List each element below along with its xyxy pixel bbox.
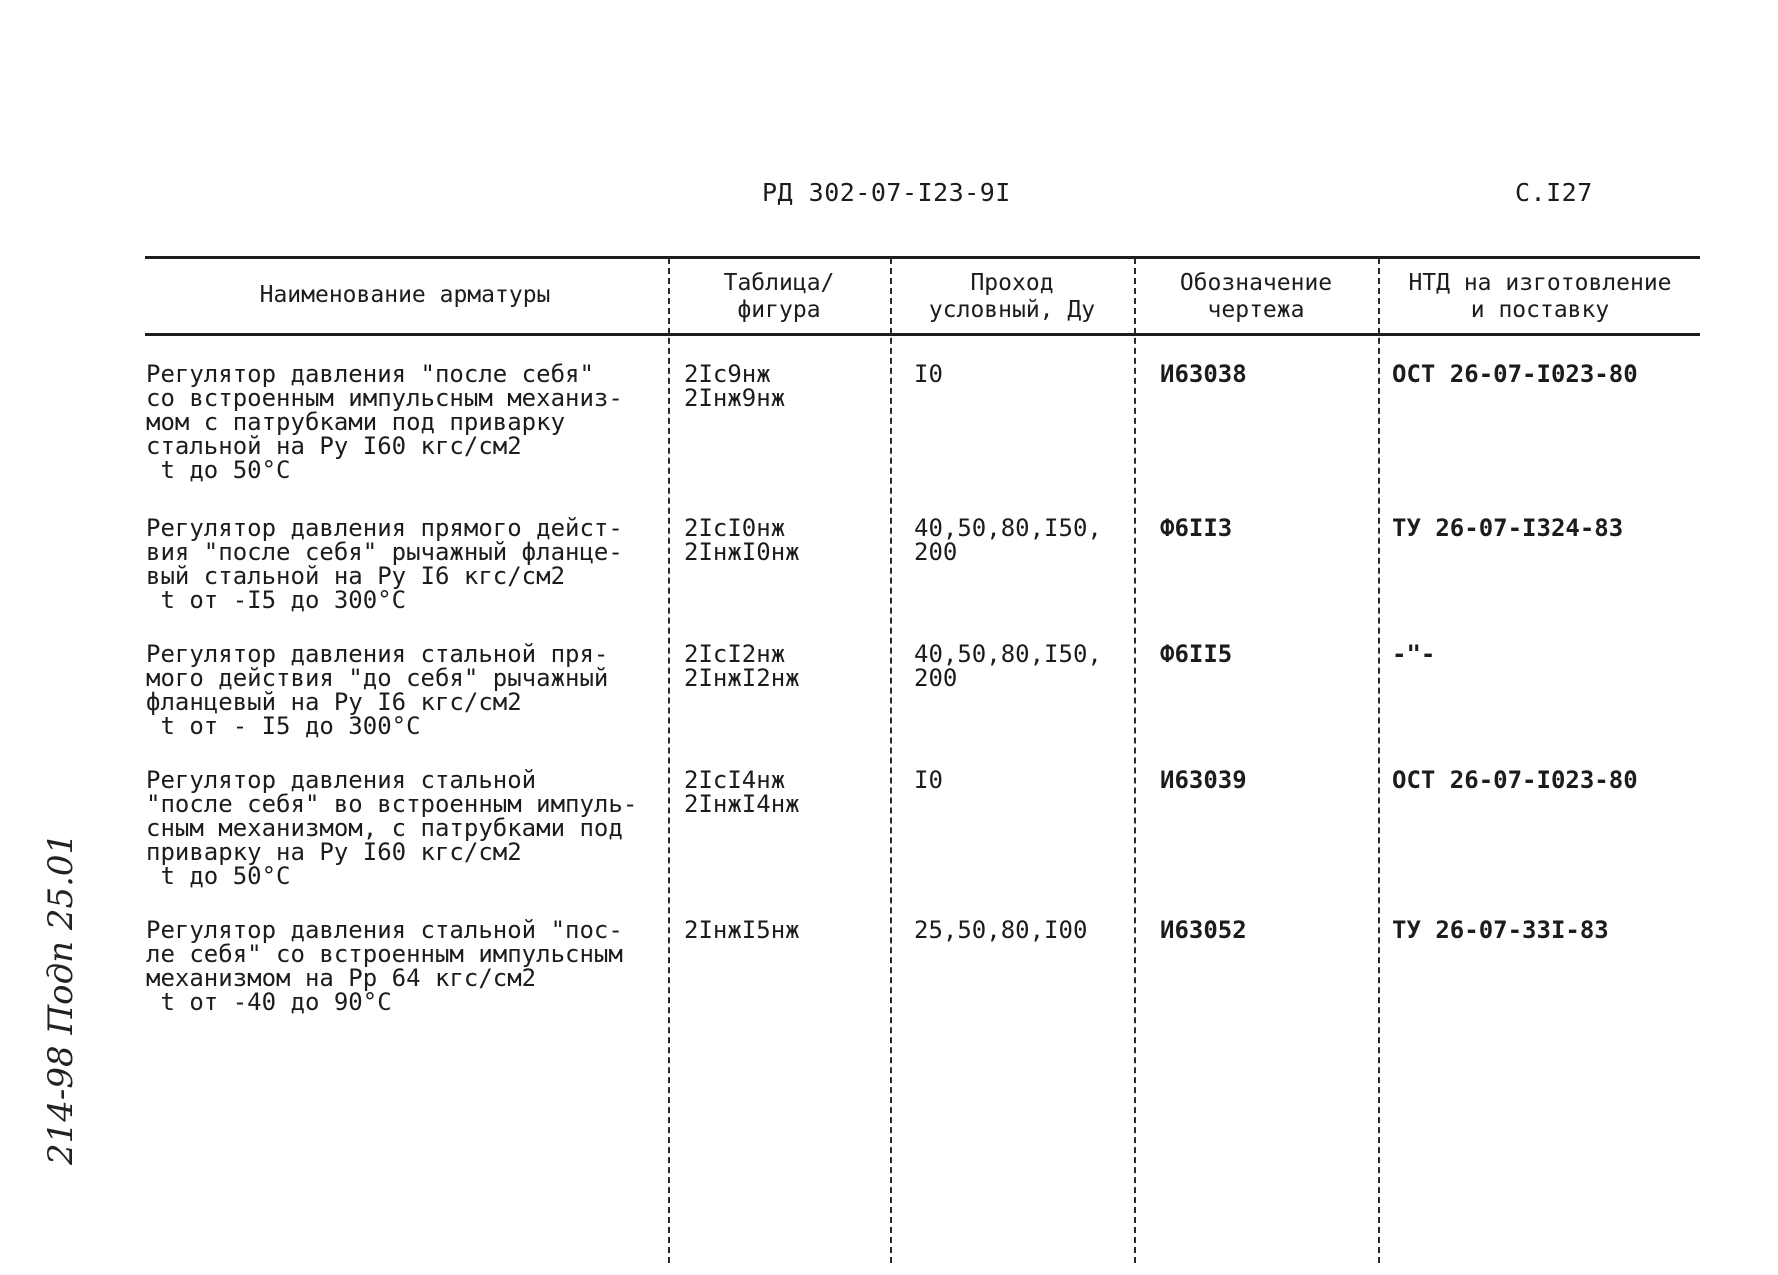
margin-note-text: 214-98 Подп 25.01 bbox=[41, 832, 81, 1165]
document-code: РД 302-07-I23-9I bbox=[762, 178, 1011, 207]
row-1-ntd: ОСТ 26-07-I023-80 bbox=[1392, 360, 1638, 388]
row-2-ntd: ТУ 26-07-I324-83 bbox=[1392, 514, 1624, 542]
handwritten-margin-note bbox=[30, 790, 90, 1170]
row-3-name: Регулятор давления стальной пря- мого действия "до себя" рычажный фланцевый на Ру I6 кгс/см2 t от - I5 до 300°С bbox=[146, 640, 609, 740]
table-header-rule bbox=[145, 333, 1700, 336]
row-1-drawing: И63038 bbox=[1160, 360, 1247, 388]
row-5-name: Регулятор давления стальной "пос- ле себя" со встроенным импульсным механизмом на Рр 64 кгс/см2 t от -40 до 90°С bbox=[146, 916, 623, 1016]
row-5-drawing: И63052 bbox=[1160, 916, 1247, 944]
column-divider bbox=[1134, 258, 1136, 1263]
column-divider bbox=[890, 258, 892, 1263]
row-1-dn: I0 bbox=[914, 360, 943, 388]
row-5-ntd: ТУ 26-07-33I-83 bbox=[1392, 916, 1609, 944]
column-header-name: Наименование арматуры bbox=[259, 282, 551, 308]
column-header-ntd: НТД на изготовление и поставку bbox=[1408, 270, 1672, 323]
column-header-dn: Проход условный, Ду bbox=[928, 270, 1096, 323]
column-divider bbox=[668, 258, 670, 1263]
row-1-name: Регулятор давления "после себя" со встроенным импульсным механиз- мом с патрубками под приварку стальной на Ру I60 кгс/см2 t до 50°С bbox=[146, 360, 623, 484]
row-2-drawing: Ф6II3 bbox=[1160, 514, 1233, 542]
row-3-figure: 2IсI2нж 2IнжI2нж bbox=[684, 640, 800, 692]
row-4-drawing: И63039 bbox=[1160, 766, 1247, 794]
column-header-drawing: Обозначение чертежа bbox=[1179, 270, 1333, 323]
row-3-dn: 40,50,80,I50, 200 bbox=[914, 640, 1102, 692]
row-4-name: Регулятор давления стальной "после себя" во встроенным импуль- сным механизмом, с патрубками под приварку на Ру I60 кгс/см2 t до 50°С bbox=[146, 766, 638, 890]
row-5-figure: 2IнжI5нж bbox=[684, 916, 800, 944]
row-5-dn: 25,50,80,I00 bbox=[914, 916, 1088, 944]
row-2-dn: 40,50,80,I50, 200 bbox=[914, 514, 1102, 566]
table-top-rule bbox=[145, 256, 1700, 259]
row-4-dn: I0 bbox=[914, 766, 943, 794]
column-divider bbox=[1378, 258, 1380, 1263]
row-2-figure: 2IсI0нж 2IнжI0нж bbox=[684, 514, 800, 566]
column-header-figure: Таблица/ фигура bbox=[723, 270, 835, 323]
row-3-ntd: -"- bbox=[1392, 640, 1436, 668]
row-4-figure: 2IсI4нж 2IнжI4нж bbox=[684, 766, 800, 818]
row-4-ntd: ОСТ 26-07-I023-80 bbox=[1392, 766, 1638, 794]
page-number: С.I27 bbox=[1515, 178, 1593, 207]
row-1-figure: 2Iс9нж 2Iнж9нж bbox=[684, 360, 786, 412]
row-2-name: Регулятор давления прямого дейст- вия "после себя" рычажный фланце- вый стальной на Ру I6 кгс/см2 t от -I5 до 300°С bbox=[146, 514, 623, 614]
row-3-drawing: Ф6II5 bbox=[1160, 640, 1233, 668]
